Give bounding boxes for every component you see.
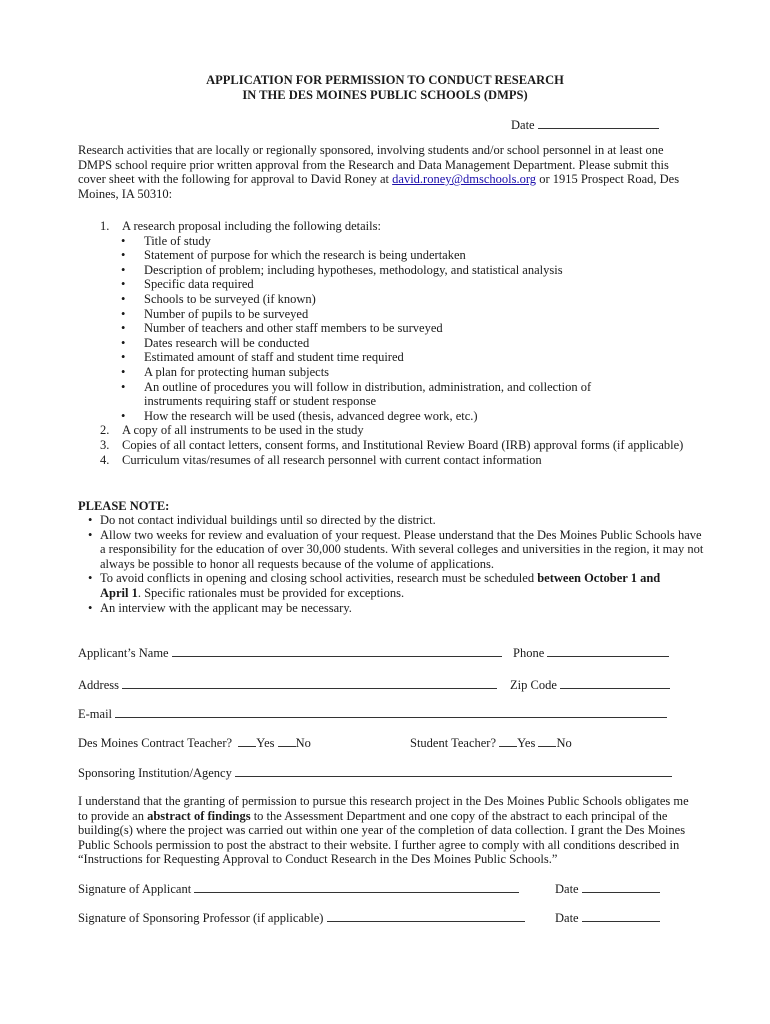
agreement-bold-text: abstract of findings	[147, 808, 251, 823]
title-line-2: IN THE DES MOINES PUBLIC SCHOOLS (DMPS)	[242, 88, 528, 102]
contact-email-link[interactable]: david.roney@dmschools.org	[392, 172, 537, 187]
note-item-text: To avoid conflicts in opening and closing school activities, research must be scheduled	[100, 571, 538, 586]
requirement-number: 2.	[100, 423, 110, 438]
requirements-list	[78, 219, 698, 467]
applicant-signature-field[interactable]	[78, 881, 519, 897]
detail-item: • Specific data required	[78, 277, 698, 292]
address-blank[interactable]	[122, 677, 497, 689]
requirement-item	[78, 219, 698, 234]
note-item	[78, 571, 708, 600]
applicant-signature-blank[interactable]	[194, 881, 519, 893]
agreement-text: to the Assessment Department and one copy of the abstract to each principal of the building(s) where the project was carried out within one year of the completion of data collection. I grant the Des Moines Public Schools permission to post the abstract to their website. I further agree to comply with all conditions described in “Instructions for Requesting Approval to Conduct Research in the Des Moines Public Schools.”	[78, 808, 686, 867]
no-label: No	[295, 736, 311, 750]
requirement-item	[78, 423, 698, 438]
note-list	[78, 513, 708, 615]
professor-signature-label: Signature of Sponsoring Professor (if applicable)	[78, 911, 324, 925]
student-teacher-yes-blank[interactable]	[499, 735, 517, 747]
applicant-signature-label: Signature of Applicant	[78, 882, 192, 896]
detail-item: • Number of teachers and other staff members to be surveyed	[78, 321, 698, 336]
date-label: Date	[555, 911, 579, 925]
detail-item: • Dates research will be conducted	[78, 336, 698, 351]
applicant-name-field[interactable]	[78, 645, 502, 661]
detail-item: • A plan for protecting human subjects	[78, 365, 698, 380]
professor-signature-field[interactable]	[78, 910, 525, 926]
sponsor-blank[interactable]	[235, 765, 672, 777]
professor-signature-blank[interactable]	[327, 910, 525, 922]
note-item: • Do not contact individual buildings until so directed by the district.	[78, 513, 708, 528]
dm-teacher-no-blank[interactable]	[278, 735, 296, 747]
requirement-label: Curriculum vitas/resumes of all research personnel with current contact information	[122, 452, 542, 467]
zip-label: Zip Code	[510, 678, 557, 692]
intro-text-after: or 1915 Prospect Road, Des Moines, IA 50310:	[78, 172, 680, 201]
address-field[interactable]	[78, 677, 497, 693]
phone-label: Phone	[513, 646, 545, 660]
intro-text-before: Research activities that are locally or regionally sponsored, involving students and/or school personnel in at least one DMPS school require prior written approval from the Research and Data Management Department. Please submit this cover sheet with the following for approval to David Roney at	[78, 143, 669, 187]
requirement-item	[78, 453, 698, 468]
yes-label: Yes	[256, 736, 275, 750]
requirement-item	[78, 438, 698, 453]
requirement-label: Copies of all contact letters, consent forms, and Institutional Review Board (IRB) approval forms (if applicable)	[122, 437, 684, 452]
detail-item: • Statement of purpose for which the research is being undertaken	[78, 248, 698, 263]
requirement-label: A copy of all instruments to be used in the study	[122, 423, 364, 438]
applicant-date-blank[interactable]	[582, 881, 660, 893]
email-field[interactable]	[78, 706, 667, 722]
email-label: E-mail	[78, 707, 113, 721]
email-blank[interactable]	[115, 706, 667, 718]
dm-teacher-label: Des Moines Contract Teacher?	[78, 736, 233, 750]
proposal-details-list	[78, 234, 698, 424]
phone-blank[interactable]	[547, 645, 669, 657]
applicant-date-field[interactable]	[555, 881, 660, 897]
note-date-range-end: April 1	[100, 585, 138, 600]
dm-teacher-yes-blank[interactable]	[238, 735, 256, 747]
note-item: • Allow two weeks for review and evaluation of your request. Please understand that the Des Moines Public Schools have a responsibility for the education of over 30,000 students. With several colleges and universities in the region, it may not always be possible to honor all requests because of the volume of applications.	[78, 528, 708, 572]
title-line-1: APPLICATION FOR PERMISSION TO CONDUCT RESEARCH	[206, 73, 564, 87]
agreement-paragraph	[78, 794, 690, 867]
zip-blank[interactable]	[560, 677, 670, 689]
note-item: • An interview with the applicant may be necessary.	[78, 601, 708, 616]
requirement-label: A research proposal including the following details:	[122, 219, 381, 233]
student-teacher-field[interactable]	[410, 735, 572, 751]
detail-item: • Number of pupils to be surveyed	[78, 307, 698, 322]
zip-field[interactable]	[510, 677, 670, 693]
date-label: Date	[511, 118, 535, 132]
sponsor-field[interactable]	[78, 765, 672, 781]
address-label: Address	[78, 678, 119, 692]
note-heading: PLEASE NOTE:	[78, 499, 170, 513]
detail-item: • Schools to be surveyed (if known)	[78, 292, 698, 307]
top-date-field[interactable]	[511, 117, 659, 133]
student-teacher-label: Student Teacher?	[410, 736, 497, 750]
professor-date-blank[interactable]	[582, 910, 660, 922]
date-blank[interactable]	[538, 117, 659, 129]
detail-item: • How the research will be used (thesis, advanced degree work, etc.)	[78, 409, 698, 424]
note-item-text: . Specific rationales must be provided for exceptions.	[137, 585, 405, 600]
applicant-name-blank[interactable]	[172, 645, 502, 657]
note-date-range-start: between October 1 and	[537, 571, 661, 586]
requirement-number: 4.	[100, 452, 110, 467]
requirement-number: 1.	[100, 219, 110, 233]
intro-paragraph	[78, 143, 698, 201]
agreement-text: I understand that the granting of permission to pursue this research project in the Des Moines Public Schools obligates me to provide an	[78, 794, 689, 823]
applicant-name-label: Applicant’s Name	[78, 646, 169, 660]
date-label: Date	[555, 882, 579, 896]
professor-date-field[interactable]	[555, 910, 660, 926]
sponsor-label: Sponsoring Institution/Agency	[78, 766, 232, 780]
detail-item: • An outline of procedures you will follow in distribution, administration, and collection of instruments requiring staff or student response	[78, 380, 698, 409]
yes-label: Yes	[517, 736, 536, 750]
no-label: No	[556, 736, 572, 750]
detail-item: • Title of study	[78, 234, 698, 249]
student-teacher-no-blank[interactable]	[538, 735, 556, 747]
detail-item: • Description of problem; including hypotheses, methodology, and statistical analysis	[78, 263, 698, 278]
detail-item: • Estimated amount of staff and student time required	[78, 350, 698, 365]
requirement-number: 3.	[100, 437, 110, 452]
form-title	[0, 73, 770, 103]
phone-field[interactable]	[513, 645, 669, 661]
dm-teacher-field[interactable]	[78, 735, 311, 751]
